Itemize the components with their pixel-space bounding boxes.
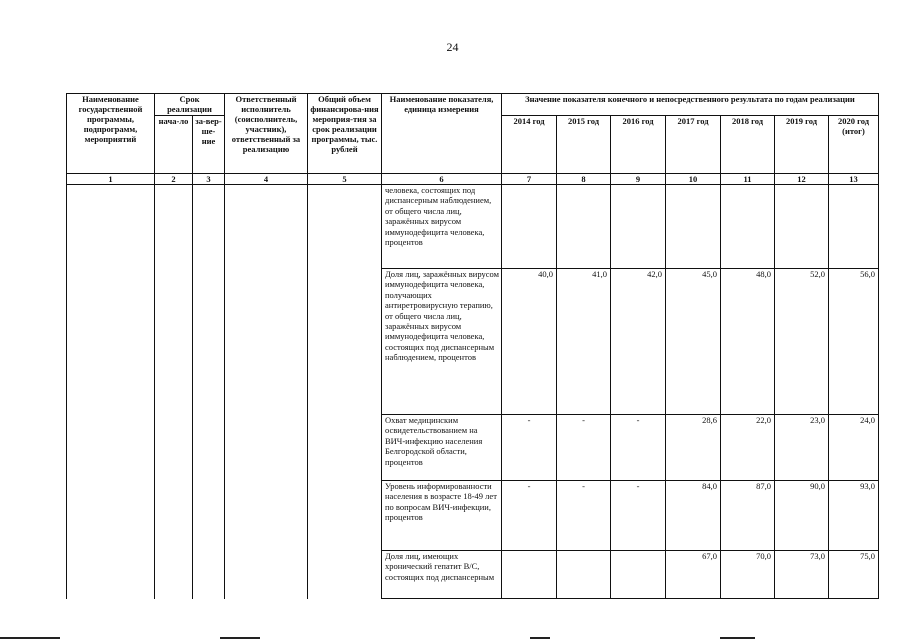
value-cell: 73,0 xyxy=(775,551,829,599)
term-start-cell xyxy=(155,185,193,599)
value-cell: 70,0 xyxy=(721,551,775,599)
value-cell xyxy=(666,185,721,269)
header-term-end: за-вер-ше-ние xyxy=(193,116,225,174)
value-cell xyxy=(721,185,775,269)
page-number: 24 xyxy=(446,40,459,54)
column-number: 1 xyxy=(67,174,155,185)
header-funding: Общий объем финансирова-ния мероприя-тия за срок реализации программы, тыс. рублей xyxy=(308,94,382,174)
value-cell xyxy=(557,185,611,269)
program-cell xyxy=(67,185,155,599)
scan-edge-mark xyxy=(720,637,755,639)
value-cell: 75,0 xyxy=(829,551,879,599)
header-year: 2015 год xyxy=(557,116,611,174)
header-program-name: Наименование государственной программы, подпрограмм, мероприятий xyxy=(67,94,155,174)
value-cell: 40,0 xyxy=(502,269,557,415)
value-cell xyxy=(557,551,611,599)
value-cell: 90,0 xyxy=(775,481,829,551)
value-cell xyxy=(611,551,666,599)
header-year: 2018 год xyxy=(721,116,775,174)
value-cell: 48,0 xyxy=(721,269,775,415)
scan-edge-mark xyxy=(0,637,60,639)
header-year: 2017 год xyxy=(666,116,721,174)
value-cell: 22,0 xyxy=(721,415,775,481)
indicators-table xyxy=(66,93,879,599)
header-result-values: Значение показателя конечного и непосредственного результата по годам реализации xyxy=(502,94,879,116)
value-cell: - xyxy=(557,415,611,481)
header-term-start: нача-ло xyxy=(155,116,193,174)
column-number: 11 xyxy=(721,174,775,185)
value-cell: 84,0 xyxy=(666,481,721,551)
value-cell xyxy=(611,185,666,269)
indicator-cell: Охват медицинским освидетельствованием на ВИЧ-инфекцию населения Белгородской области, процентов xyxy=(382,415,502,481)
indicator-cell: Уровень информированности населения в возрасте 18-49 лет по вопросам ВИЧ-инфекции, процентов xyxy=(382,481,502,551)
scan-edge-mark xyxy=(220,637,260,639)
value-cell xyxy=(829,185,879,269)
value-cell: 67,0 xyxy=(666,551,721,599)
column-number: 7 xyxy=(502,174,557,185)
column-number: 12 xyxy=(775,174,829,185)
column-number: 8 xyxy=(557,174,611,185)
column-number: 9 xyxy=(611,174,666,185)
funding-cell xyxy=(308,185,382,599)
value-cell: 24,0 xyxy=(829,415,879,481)
header-year: 2020 год (итог) xyxy=(829,116,879,174)
value-cell: 93,0 xyxy=(829,481,879,551)
table-row xyxy=(67,185,879,269)
value-cell: 41,0 xyxy=(557,269,611,415)
value-cell xyxy=(775,185,829,269)
column-number: 5 xyxy=(308,174,382,185)
header-year: 2016 год xyxy=(611,116,666,174)
column-number: 13 xyxy=(829,174,879,185)
value-cell: - xyxy=(502,481,557,551)
column-numbers-row xyxy=(67,174,879,185)
value-cell: 87,0 xyxy=(721,481,775,551)
column-number: 10 xyxy=(666,174,721,185)
executor-cell xyxy=(225,185,308,599)
column-number: 2 xyxy=(155,174,193,185)
header-indicator: Наименование показателя, единица измерения xyxy=(382,94,502,174)
value-cell xyxy=(502,551,557,599)
value-cell: - xyxy=(502,415,557,481)
column-number: 4 xyxy=(225,174,308,185)
value-cell: - xyxy=(557,481,611,551)
value-cell: 28,6 xyxy=(666,415,721,481)
indicator-cell: человека, состоящих под диспансерным наблюдением, от общего числа лиц, заражённых вирусом иммунодефицита человека, процентов xyxy=(382,185,502,269)
indicator-cell: Доля лиц, заражённых вирусом иммунодефицита человека, получающих антиретровирусную терапию, от общего числа лиц, заражённых вирусом иммунодефицита человека, состоящих под диспансерным наблюдением, процентов xyxy=(382,269,502,415)
value-cell xyxy=(502,185,557,269)
indicator-cell: Доля лиц, имеющих хронический гепатит В/С, состоящих под диспансерным xyxy=(382,551,502,599)
value-cell: 45,0 xyxy=(666,269,721,415)
header-term: Срок реализации xyxy=(155,94,225,116)
header-year: 2014 год xyxy=(502,116,557,174)
value-cell: 56,0 xyxy=(829,269,879,415)
term-end-cell xyxy=(193,185,225,599)
scan-edge-mark xyxy=(530,637,550,639)
value-cell: 23,0 xyxy=(775,415,829,481)
header-executor: Ответственный исполнитель (соисполнитель, участник), ответственный за реализацию xyxy=(225,94,308,174)
value-cell: 42,0 xyxy=(611,269,666,415)
value-cell: - xyxy=(611,415,666,481)
header-year: 2019 год xyxy=(775,116,829,174)
value-cell: - xyxy=(611,481,666,551)
column-number: 3 xyxy=(193,174,225,185)
column-number: 6 xyxy=(382,174,502,185)
value-cell: 52,0 xyxy=(775,269,829,415)
